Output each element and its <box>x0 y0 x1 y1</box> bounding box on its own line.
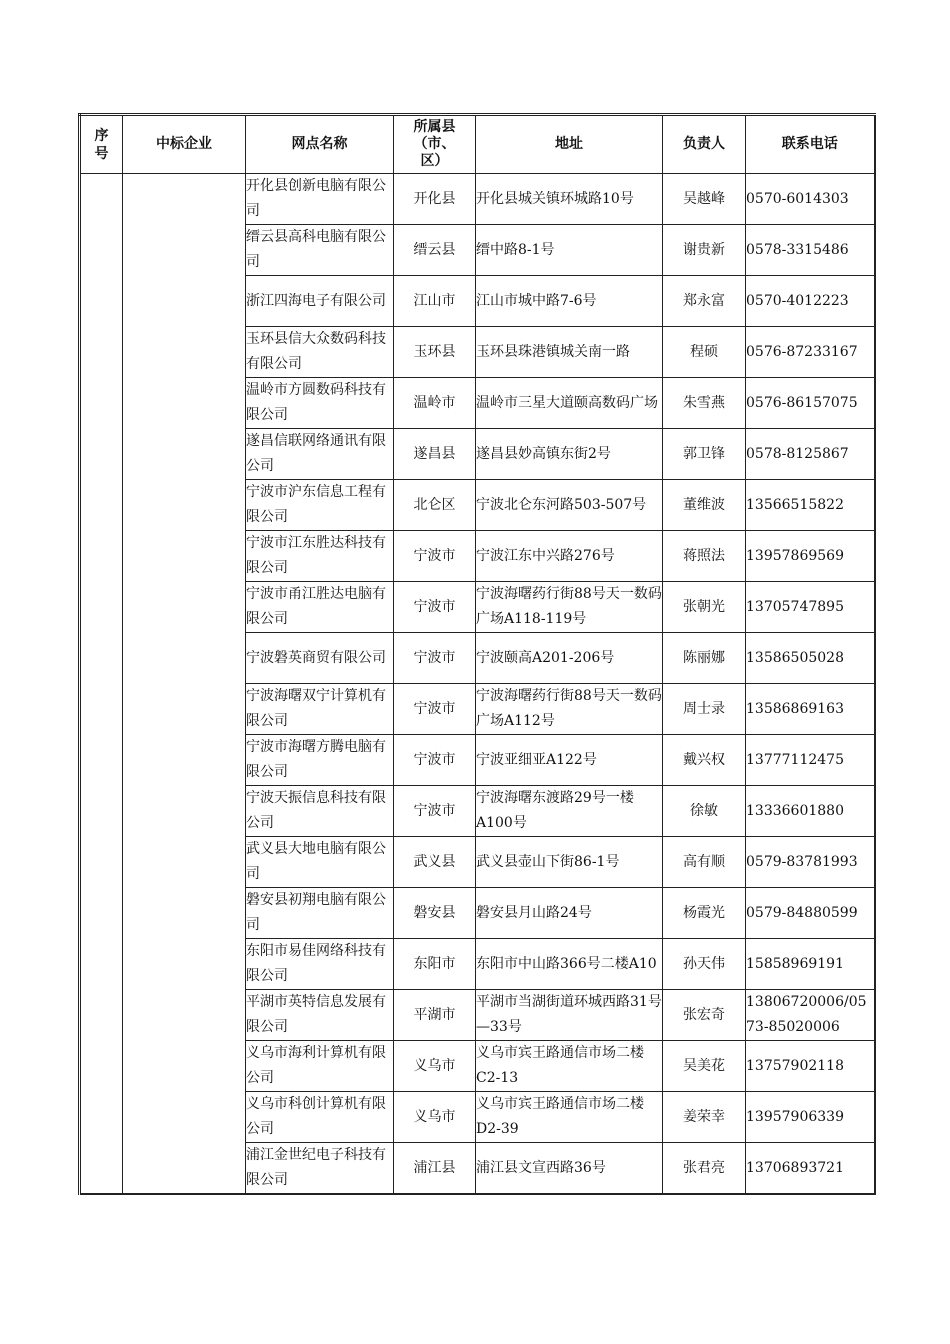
phone-cell: 13957906339 <box>746 1092 875 1143</box>
phone-cell: 13586505028 <box>746 633 875 684</box>
seq-cell <box>80 174 123 1195</box>
phone-cell: 0578-3315486 <box>746 225 875 276</box>
outlet-name-cell: 武义县大地电脑有限公司 <box>246 837 394 888</box>
address-cell: 东阳市中山路366号二楼A10 <box>476 939 663 990</box>
phone-cell: 0578-8125867 <box>746 429 875 480</box>
outlet-name-cell: 缙云县高科电脑有限公司 <box>246 225 394 276</box>
county-cell: 武义县 <box>394 837 476 888</box>
county-cell: 北仑区 <box>394 480 476 531</box>
header-phone: 联系电话 <box>746 115 875 174</box>
phone-cell: 13566515822 <box>746 480 875 531</box>
outlet-name-cell: 磐安县初翔电脑有限公司 <box>246 888 394 939</box>
address-cell: 宁波海曙药行街88号天一数码广场A118-119号 <box>476 582 663 633</box>
outlet-name-cell: 浙江四海电子有限公司 <box>246 276 394 327</box>
county-cell: 浦江县 <box>394 1143 476 1195</box>
address-cell: 缙中路8-1号 <box>476 225 663 276</box>
outlet-name-cell: 宁波市江东胜达科技有限公司 <box>246 531 394 582</box>
outlet-name-cell: 宁波市甬江胜达电脑有限公司 <box>246 582 394 633</box>
outlet-name-cell: 宁波市海曙方腾电脑有限公司 <box>246 735 394 786</box>
person-cell: 杨霞光 <box>663 888 746 939</box>
county-cell: 宁波市 <box>394 582 476 633</box>
header-row <box>80 115 875 174</box>
address-cell: 玉环县珠港镇城关南一路 <box>476 327 663 378</box>
address-cell: 平湖市当湖街道环城西路31号—33号 <box>476 990 663 1041</box>
person-cell: 徐敏 <box>663 786 746 837</box>
phone-cell: 0579-83781993 <box>746 837 875 888</box>
phone-cell: 0579-84880599 <box>746 888 875 939</box>
address-cell: 江山市城中路7-6号 <box>476 276 663 327</box>
person-cell: 陈丽娜 <box>663 633 746 684</box>
address-cell: 温岭市三星大道颐高数码广场 <box>476 378 663 429</box>
outlet-name-cell: 开化县创新电脑有限公司 <box>246 174 394 225</box>
county-cell: 平湖市 <box>394 990 476 1041</box>
phone-cell: 13806720006/0573-85020006 <box>746 990 875 1041</box>
phone-cell: 0570-4012223 <box>746 276 875 327</box>
person-cell: 吴美花 <box>663 1041 746 1092</box>
county-cell: 缙云县 <box>394 225 476 276</box>
phone-cell: 13586869163 <box>746 684 875 735</box>
person-cell: 周士录 <box>663 684 746 735</box>
person-cell: 高有顺 <box>663 837 746 888</box>
county-cell: 东阳市 <box>394 939 476 990</box>
company-cell <box>123 174 246 1195</box>
outlet-name-cell: 平湖市英特信息发展有限公司 <box>246 990 394 1041</box>
outlet-name-cell: 温岭市方圆数码科技有限公司 <box>246 378 394 429</box>
address-cell: 宁波亚细亚A122号 <box>476 735 663 786</box>
person-cell: 张朝光 <box>663 582 746 633</box>
person-cell: 姜荣幸 <box>663 1092 746 1143</box>
county-cell: 江山市 <box>394 276 476 327</box>
address-cell: 浦江县文宣西路36号 <box>476 1143 663 1195</box>
address-cell: 武义县壶山下街86-1号 <box>476 837 663 888</box>
county-cell: 宁波市 <box>394 786 476 837</box>
outlet-name-cell: 宁波市沪东信息工程有限公司 <box>246 480 394 531</box>
person-cell: 郑永富 <box>663 276 746 327</box>
phone-cell: 0570-6014303 <box>746 174 875 225</box>
phone-cell: 15858969191 <box>746 939 875 990</box>
county-cell: 宁波市 <box>394 684 476 735</box>
person-cell: 张君亮 <box>663 1143 746 1195</box>
address-cell: 宁波海曙东渡路29号一楼A100号 <box>476 786 663 837</box>
county-cell: 开化县 <box>394 174 476 225</box>
person-cell: 戴兴权 <box>663 735 746 786</box>
outlet-name-cell: 玉环县信大众数码科技有限公司 <box>246 327 394 378</box>
header-outlet: 网点名称 <box>246 115 394 174</box>
address-cell: 宁波颐高A201-206号 <box>476 633 663 684</box>
phone-cell: 13336601880 <box>746 786 875 837</box>
county-cell: 磐安县 <box>394 888 476 939</box>
address-cell: 开化县城关镇环城路10号 <box>476 174 663 225</box>
table-row <box>80 174 875 225</box>
phone-cell: 13706893721 <box>746 1143 875 1195</box>
address-cell: 宁波海曙药行街88号天一数码广场A112号 <box>476 684 663 735</box>
address-cell: 磐安县月山路24号 <box>476 888 663 939</box>
outlet-name-cell: 义乌市海利计算机有限公司 <box>246 1041 394 1092</box>
phone-cell: 13777112475 <box>746 735 875 786</box>
header-company: 中标企业 <box>123 115 246 174</box>
address-cell: 宁波江东中兴路276号 <box>476 531 663 582</box>
outlet-name-cell: 宁波磐英商贸有限公司 <box>246 633 394 684</box>
phone-cell: 0576-87233167 <box>746 327 875 378</box>
header-seq: 序号 <box>80 115 123 174</box>
phone-cell: 13757902118 <box>746 1041 875 1092</box>
county-cell: 义乌市 <box>394 1092 476 1143</box>
person-cell: 谢贵新 <box>663 225 746 276</box>
person-cell: 朱雪燕 <box>663 378 746 429</box>
county-cell: 义乌市 <box>394 1041 476 1092</box>
person-cell: 董维波 <box>663 480 746 531</box>
outlet-name-cell: 东阳市易佳网络科技有限公司 <box>246 939 394 990</box>
address-cell: 义乌市宾王路通信市场二楼D2-39 <box>476 1092 663 1143</box>
header-person: 负责人 <box>663 115 746 174</box>
phone-cell: 13957869569 <box>746 531 875 582</box>
address-cell: 遂昌县妙高镇东街2号 <box>476 429 663 480</box>
county-cell: 宁波市 <box>394 633 476 684</box>
person-cell: 郭卫锋 <box>663 429 746 480</box>
person-cell: 程硕 <box>663 327 746 378</box>
person-cell: 蒋照法 <box>663 531 746 582</box>
address-cell: 宁波北仑东河路503-507号 <box>476 480 663 531</box>
person-cell: 吴越峰 <box>663 174 746 225</box>
table-body <box>80 174 875 1195</box>
phone-cell: 0576-86157075 <box>746 378 875 429</box>
address-cell: 义乌市宾王路通信市场二楼C2-13 <box>476 1041 663 1092</box>
header-address: 地址 <box>476 115 663 174</box>
header-county: 所属县（市、区） <box>394 115 476 174</box>
outlet-name-cell: 宁波海曙双宁计算机有限公司 <box>246 684 394 735</box>
person-cell: 张宏奇 <box>663 990 746 1041</box>
county-cell: 宁波市 <box>394 735 476 786</box>
outlet-name-cell: 遂昌信联网络通讯有限公司 <box>246 429 394 480</box>
phone-cell: 13705747895 <box>746 582 875 633</box>
person-cell: 孙天伟 <box>663 939 746 990</box>
county-cell: 温岭市 <box>394 378 476 429</box>
county-cell: 宁波市 <box>394 531 476 582</box>
outlet-name-cell: 浦江金世纪电子科技有限公司 <box>246 1143 394 1195</box>
outlet-table <box>78 113 876 1195</box>
county-cell: 遂昌县 <box>394 429 476 480</box>
outlet-name-cell: 义乌市科创计算机有限公司 <box>246 1092 394 1143</box>
outlet-name-cell: 宁波天振信息科技有限公司 <box>246 786 394 837</box>
county-cell: 玉环县 <box>394 327 476 378</box>
